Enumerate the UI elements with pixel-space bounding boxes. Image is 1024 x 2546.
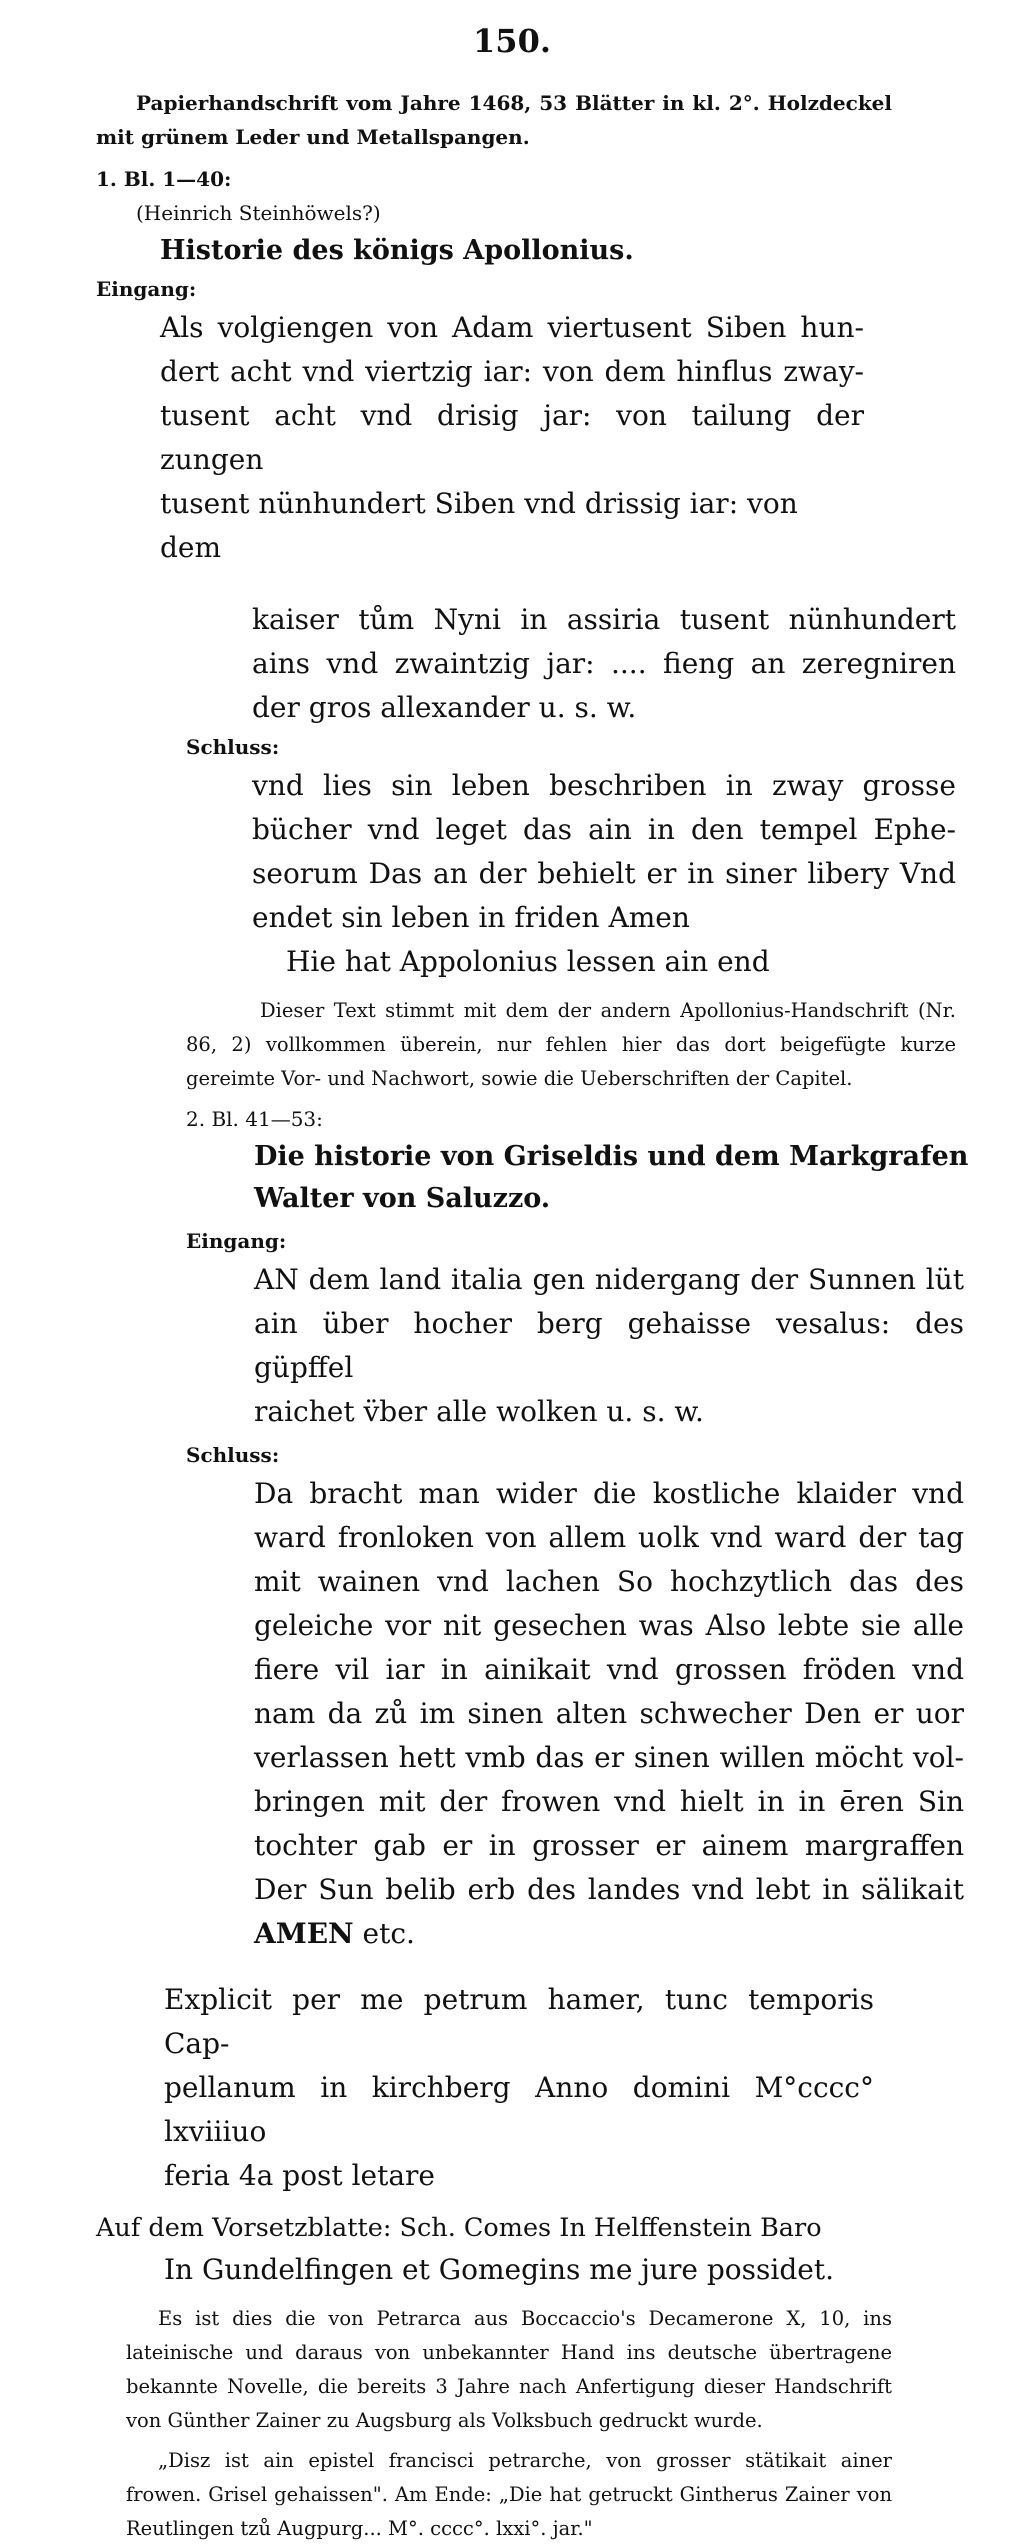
text-line: dert acht vnd viertzig iar: von dem hinflus zway-	[160, 355, 864, 388]
item-2-title-line-2: Walter von Saluzzo.	[254, 1183, 551, 1214]
item-1-author: (Heinrich Steinhöwels?)	[136, 201, 381, 225]
text-line: Der Sun belib erb des landes vnd lebt in sälikait	[254, 1873, 964, 1906]
item-1-incipit-label: Eingang:	[96, 277, 197, 301]
item-2-incipit-label: Eingang:	[186, 1229, 287, 1253]
text-line: vnd lies sin leben beschriben in zway grosse	[252, 769, 956, 802]
text-line: ain über hocher berg gehaisse vesalus: des güpffel	[254, 1307, 964, 1384]
text-line: feria 4a post letare	[164, 2159, 436, 2192]
note-petrarca: Es ist dies die von Petrarca aus Boccaccio's Decamerone X, 10, ins lateinische und daraus von unbekannter Hand ins deutsche übertragene bekannte Novelle, die bereits 3 Jahre nach Anfertigung dieser Handschrift von Günther Zainer zu Augsburg als Volksbuch gedruckt wurde.	[126, 2307, 892, 2432]
note-print: „Disz ist ain epistel francisci petrarche, von grosser stätikait ainer frowen. Grisel gehaissen". Am Ende: „Die hat getruckt Gintherus Zainer von Reutlingen tzů Augpurg... M°. cccc°. lxxi°. jar."	[126, 2449, 892, 2540]
page-number: 150.	[473, 22, 551, 60]
amen-rest: etc.	[353, 1917, 415, 1950]
text-line: kaiser tům Nyni in assiria tusent nünhundert	[252, 603, 956, 636]
text-line: mit wainen vnd lachen So hochzytlich das des	[254, 1565, 964, 1598]
item-2-title-line-1: Die historie von Griseldis und dem Markgrafen	[254, 1141, 969, 1172]
item-2-incipit	[254, 1258, 964, 1434]
scribe-colophon	[164, 1978, 874, 2198]
item-1-incipit-a	[160, 306, 864, 570]
text-line: tochter gab er in grosser er ainem margraffen	[254, 1829, 964, 1862]
item-1-note: Dieser Text stimmt mit dem der andern Apollonius-Handschrift (Nr. 86, 2) vollkommen überein, nur fehlen hier das dort beigefügte kurze gereimte Vor- und Nachwort, sowie die Ueberschriften der Capitel.	[186, 999, 956, 1090]
text-line: verlassen hett vmb das er sinen willen möcht vol-	[254, 1741, 964, 1774]
item-1-title: Historie des königs Apollonius.	[160, 235, 634, 266]
item-1-colophon: Hie hat Appolonius lessen ain end	[286, 945, 770, 978]
text-line: fiere vil iar in ainikait vnd grossen fröden vnd	[254, 1653, 964, 1686]
text-line: Als volgiengen von Adam viertusent Siben hun-	[160, 311, 864, 344]
item-1-incipit-b	[252, 598, 956, 730]
flyleaf-line-2: In Gundelfingen et Gomegins me jure possidet.	[164, 2253, 834, 2286]
text-line: nam da zů im sinen alten schwecher Den er uor	[254, 1697, 964, 1730]
text-line: seorum Das an der behielt er in siner libery Vnd	[252, 857, 956, 890]
text-line: AN dem land italia gen nidergang der Sunnen lüt	[254, 1263, 964, 1296]
amen-word: AMEN	[254, 1917, 354, 1950]
item-2-explicit	[254, 1472, 964, 1912]
item-1-explicit-label: Schluss:	[186, 735, 280, 759]
text-line: der gros allexander u. s. w.	[252, 691, 637, 724]
text-line: endet sin leben in friden Amen	[252, 901, 690, 934]
item-1-label: 1. Bl. 1—40:	[96, 167, 232, 191]
manuscript-description: Papierhandschrift vom Jahre 1468, 53 Blätter in kl. 2°. Holzdeckel mit grünem Leder und Metallspangen.	[96, 91, 892, 149]
item-2-label: 2. Bl. 41—53:	[186, 1107, 323, 1131]
item-2-explicit-label: Schluss:	[186, 1443, 280, 1467]
text-line: tusent acht vnd drisig jar: von tailung der zungen	[160, 399, 864, 476]
text-line: tusent nünhundert Siben vnd drissig iar: von dem	[160, 487, 798, 564]
text-line: pellanum in kirchberg Anno domini M°cccc° lxviiiuo	[164, 2071, 874, 2148]
item-1-explicit	[252, 764, 956, 940]
text-line: ward fronloken von allem uolk vnd ward der tag	[254, 1521, 964, 1554]
text-line: ains vnd zwaintzig jar: .... fieng an zeregniren	[252, 647, 956, 680]
text-line: Da bracht man wider die kostliche klaider vnd	[254, 1477, 964, 1510]
text-line: bringen mit der frowen vnd hielt in in ēren Sin	[254, 1785, 964, 1818]
item-2-explicit-last	[254, 1912, 1024, 1956]
text-line: geleiche vor nit gesechen was Also lebte sie alle	[254, 1609, 964, 1642]
flyleaf-label: Auf dem Vorsetzblatte:	[96, 2213, 392, 2243]
text-line: raichet v̈ber alle wolken u. s. w.	[254, 1395, 704, 1428]
flyleaf-line-1	[96, 2208, 1024, 2248]
flyleaf-text-1: Sch. Comes In Helffenstein Baro	[399, 2213, 822, 2243]
text-line: bücher vnd leget das ain in den tempel Ephe-	[252, 813, 956, 846]
text-line: Explicit per me petrum hamer, tunc temporis Cap-	[164, 1983, 874, 2060]
